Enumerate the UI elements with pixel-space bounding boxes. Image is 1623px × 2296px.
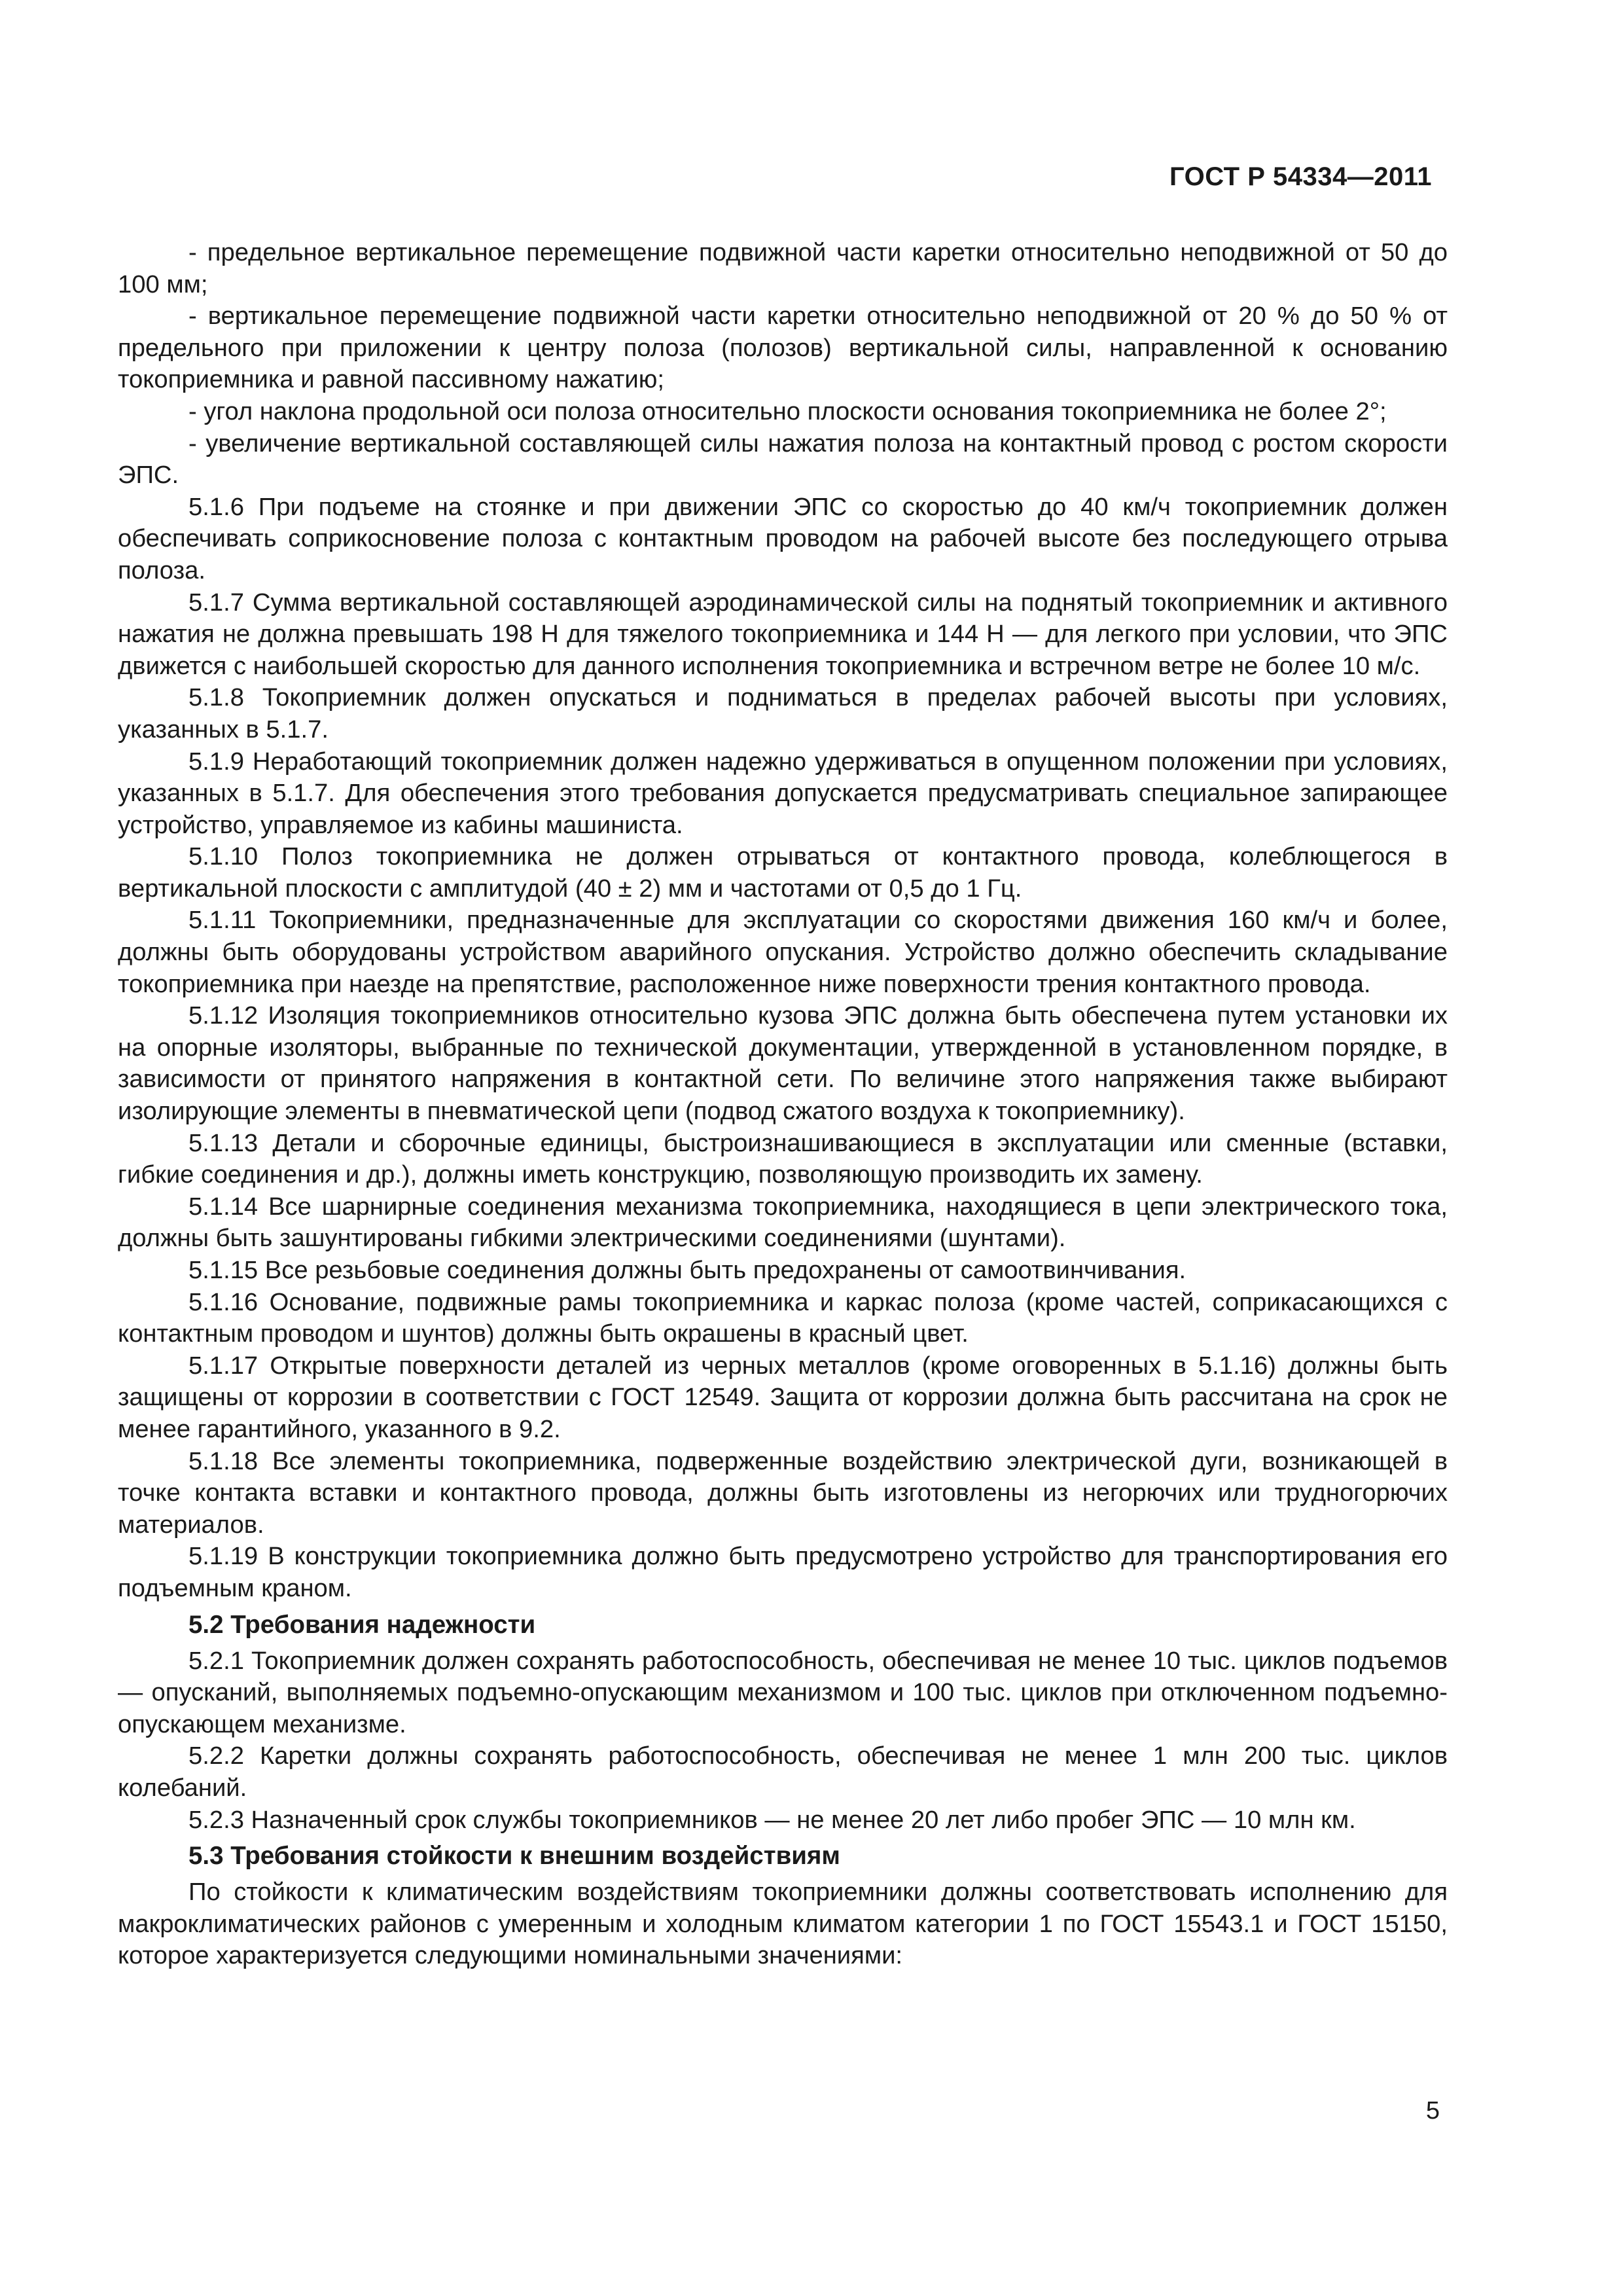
clause-5-3-intro: По стойкости к климатическим воздействиям токоприемники должны соответствовать исполнению для макроклиматических районов с умеренным и холодным климатом категории 1 по ГОСТ 15543.1 и ГОСТ 15150, которое характеризуется следующими номинальными значениями: <box>118 1878 1448 1970</box>
clause-5-2-1: 5.2.1 Токоприемник должен сохранять работоспособность, обеспечивая не менее 10 тыс. циклов подъемов — опусканий, выполняемых подъемно-опускающим механизмом и 100 тыс. циклов при отключенном подъемно-опускающем механизме. <box>118 1646 1448 1738</box>
clause-5-1-14: 5.1.14 Все шарнирные соединения механизма токоприемника, находящиеся в цепи электрического тока, должны быть зашунтированы гибкими электрическими соединениями (шунтами). <box>118 1192 1448 1253</box>
clause-5-1-15: 5.1.15 Все резьбовые соединения должны быть предохранены от самоотвинчивания. <box>188 1256 1186 1284</box>
clause-5-1-19: 5.1.19 В конструкции токоприемника должно быть предусмотрено устройство для транспортирования его подъемным краном. <box>118 1542 1448 1602</box>
standard-code-header: ГОСТ Р 54334—2011 <box>1169 162 1432 191</box>
clause-5-1-10: 5.1.10 Полоз токоприемника не должен отрываться от контактного провода, колеблющегося в вертикальной плоскости с амплитудой (40 ± 2) мм и частотами от 0,5 до 1 Гц. <box>118 842 1448 903</box>
clause-5-1-11: 5.1.11 Токоприемники, предназначенные для эксплуатации со скоростями движения 160 км/ч и более, должны быть оборудованы устройством аварийного опускания. Устройство должно обеспечить складывание токоприемника при наезде на препятствие, расположенное ниже поверхности трения контактного провода. <box>118 906 1448 998</box>
clause-5-1-16: 5.1.16 Основание, подвижные рамы токоприемника и каркас полоза (кроме частей, соприкасающихся с контактным проводом и шунтов) должны быть окрашены в красный цвет. <box>118 1287 1448 1348</box>
section-heading-5-3: 5.3 Требования стойкости к внешним воздействиям <box>188 1842 840 1871</box>
clause-5-1-13: 5.1.13 Детали и сборочные единицы, быстроизнашивающиеся в эксплуатации или сменные (вставки, гибкие соединения и др.), должны иметь конструкцию, позволяющую производить их замену. <box>118 1128 1448 1189</box>
clause-5-2-2: 5.2.2 Каретки должны сохранять работоспособность, обеспечивая не менее 1 млн 200 тыс. циклов колебаний. <box>118 1742 1448 1802</box>
document-body <box>118 237 1448 1972</box>
clause-5-1-18: 5.1.18 Все элементы токоприемника, подверженные воздействию электрической дуги, возникающей в точке контакта вставки и контактного провода, должны быть изготовлены из негорючих или трудногорючих материалов. <box>118 1446 1448 1539</box>
clause-5-1-6: 5.1.6 При подъеме на стоянке и при движении ЭПС со скоростью до 40 км/ч токоприемник должен обеспечивать соприкосновение полоза с контактным проводом на рабочей высоте без последующего отрыва полоза. <box>118 492 1448 584</box>
clause-5-1-9: 5.1.9 Неработающий токоприемник должен надежно удерживаться в опущенном положении при условиях, указанных в 5.1.7. Для обеспечения этого требования допускается предусматривать специальное запирающее устройство, управляемое из кабины машиниста. <box>118 747 1448 839</box>
page-number: 5 <box>1425 2097 1440 2125</box>
list-item-force-increase: - увеличение вертикальной составляющей силы нажатия полоза на контактный провод с ростом скорости ЭПС. <box>118 429 1448 490</box>
list-item-displacement-relative: - вертикальное перемещение подвижной части каретки относительно неподвижной от 20 % до 50 % от предельного при приложении к центру полоза (полозов) вертикальной силы, направленной к основанию токоприемника и равной пассивному нажатию; <box>118 302 1448 394</box>
list-item-displacement-limit: - предельное вертикальное перемещение подвижной части каретки относительно неподвижной от 50 до 100 мм; <box>118 238 1448 298</box>
clause-5-1-12: 5.1.12 Изоляция токоприемников относительно кузова ЭПС должна быть обеспечена путем установки их на опорные изоляторы, выбранные по технической документации, утвержденной в установленном порядке, в зависимости от принятого напряжения в контактной сети. По величине этого напряжения также выбирают изолирующие элементы в пневматической цепи (подвод сжатого воздуха к токоприемнику). <box>118 1001 1448 1126</box>
clause-5-1-8: 5.1.8 Токоприемник должен опускаться и подниматься в пределах рабочей высоты при условиях, указанных в 5.1.7. <box>118 683 1448 744</box>
section-heading-5-2: 5.2 Требования надежности <box>188 1610 536 1639</box>
clause-5-1-7: 5.1.7 Сумма вертикальной составляющей аэродинамической силы на поднятый токоприемник и активного нажатия не должна превышать 198 Н для тяжелого токоприемника и 144 Н — для легкого при условии, что ЭПС движется с наибольшей скоростью для данного исполнения токоприемника и встречном ветре не более 10 м/с. <box>118 588 1448 680</box>
clause-5-1-17: 5.1.17 Открытые поверхности деталей из черных металлов (кроме оговоренных в 5.1.16) должны быть защищены от коррозии в соответствии с ГОСТ 12549. Защита от коррозии должна быть рассчитана на срок не менее гарантийного, указанного в 9.2. <box>118 1351 1448 1443</box>
list-item-tilt-angle: - угол наклона продольной оси полоза относительно плоскости основания токоприемника не более 2°; <box>188 397 1387 425</box>
clause-5-2-3: 5.2.3 Назначенный срок службы токоприемников — не менее 20 лет либо пробег ЭПС — 10 млн км. <box>188 1805 1356 1834</box>
